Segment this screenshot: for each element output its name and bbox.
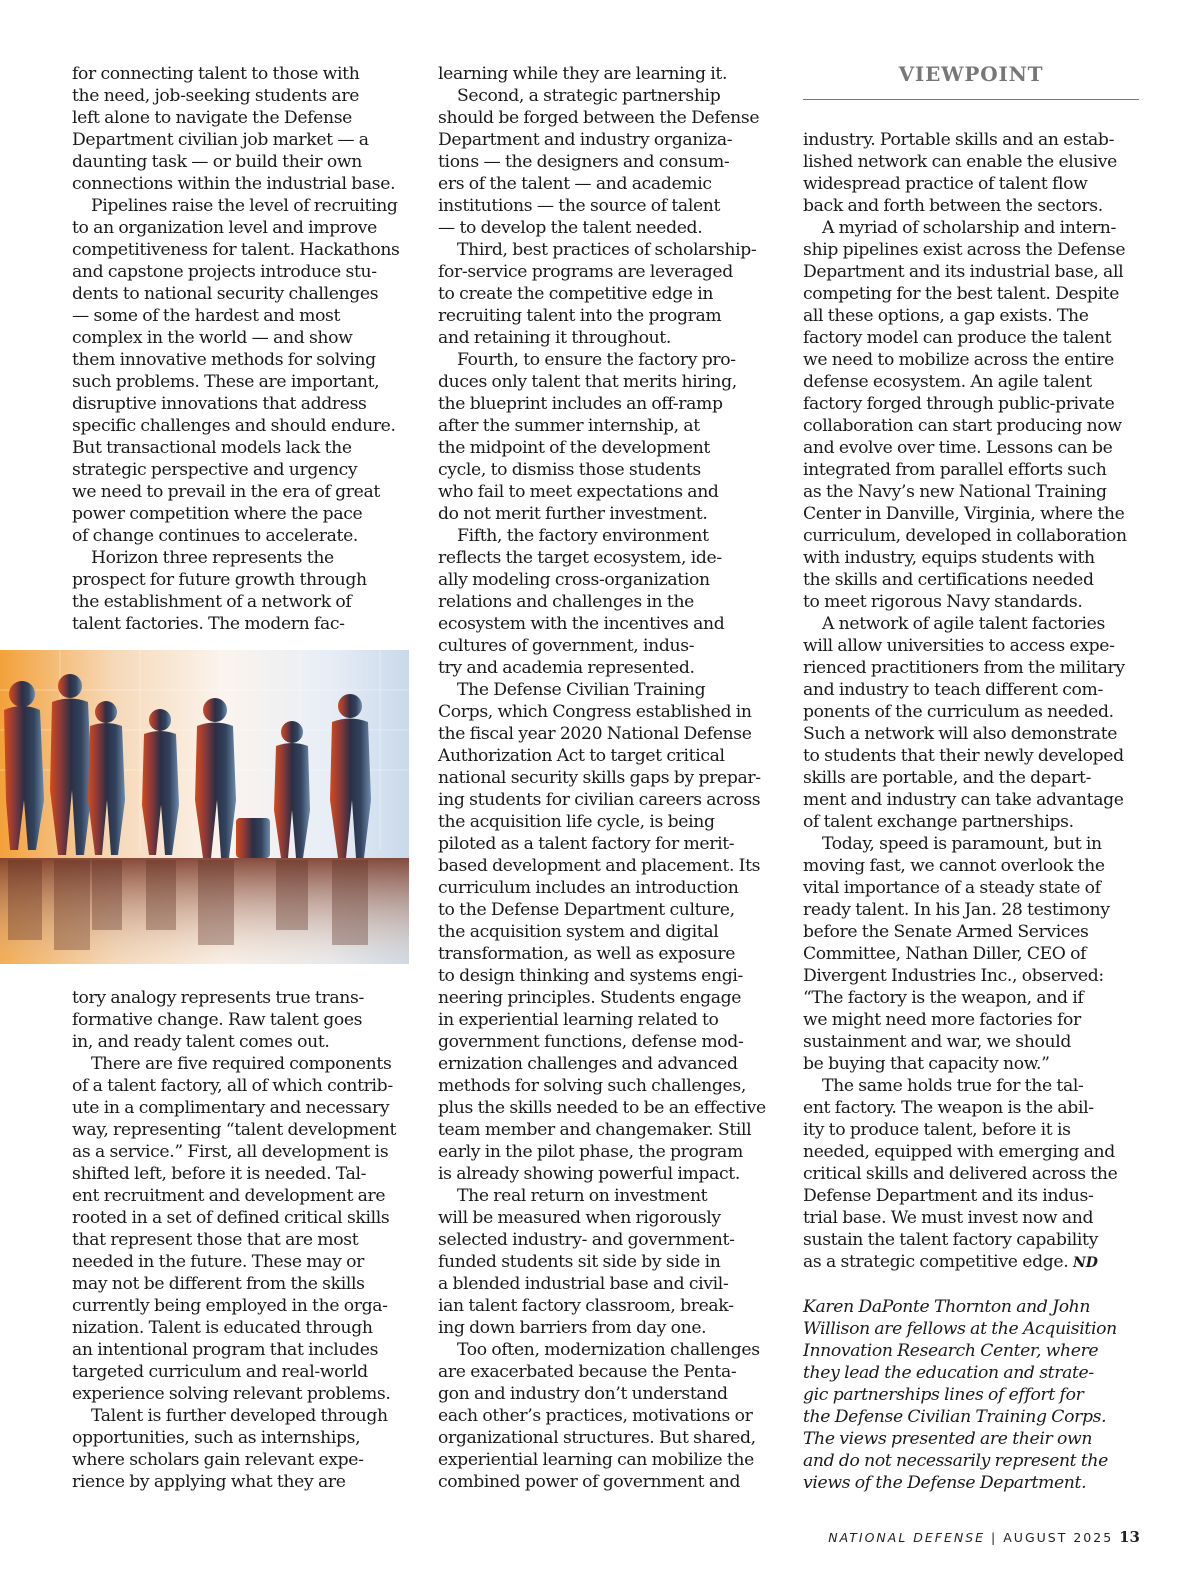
text-line: after the summer internship, at: [438, 416, 700, 436]
text-line: them innovative methods for solving: [72, 350, 376, 370]
text-line: Third, best practices of scholarship-: [457, 240, 757, 260]
text-line: we might need more factories for: [803, 1010, 1081, 1030]
text-line: of change continues to accelerate.: [72, 526, 359, 546]
text-line: power competition where the pace: [72, 504, 363, 524]
text-line: — some of the hardest and most: [72, 306, 341, 326]
section-header: [803, 62, 1139, 100]
text-line: to an organization level and improve: [72, 218, 377, 238]
text-line: Department and its industrial base, all: [803, 262, 1124, 282]
text-line: daunting task — or build their own: [72, 152, 362, 172]
bio-line: views of the Defense Department.: [803, 1473, 1087, 1493]
text-line: connections within the industrial base.: [72, 174, 396, 194]
text-line: in experiential learning related to: [438, 1010, 719, 1030]
text-line: targeted curriculum and real-world: [72, 1362, 368, 1382]
text-line: to students that their newly developed: [803, 746, 1124, 766]
text-line: of talent exchange partnerships.: [803, 812, 1074, 832]
text-line: combined power of government and: [438, 1472, 741, 1492]
text-line: for connecting talent to those with: [72, 64, 360, 84]
text-line: as the Navy’s new National Training: [803, 482, 1107, 502]
text-line: Center in Danville, Virginia, where the: [803, 504, 1125, 524]
text-line: Committee, Nathan Diller, CEO of: [803, 944, 1087, 964]
bio-line: they lead the education and strate-: [803, 1363, 1094, 1383]
text-line: ally modeling cross-organization: [438, 570, 710, 590]
text-line: gon and industry don’t understand: [438, 1384, 728, 1404]
text-line: ship pipelines exist across the Defense: [803, 240, 1126, 260]
text-line: ers of the talent — and academic: [438, 174, 712, 194]
text-line: curriculum includes an introduction: [438, 878, 739, 898]
text-line: learning while they are learning it.: [438, 64, 728, 84]
publication-name: NATIONAL DEFENSE: [828, 1530, 986, 1545]
text-line: ing down barriers from day one.: [438, 1318, 707, 1338]
text-line: institutions — the source of talent: [438, 196, 721, 216]
text-line: talent factories. The modern fac-: [72, 614, 345, 634]
text-line: neering principles. Students engage: [438, 988, 742, 1008]
text-line: who fail to meet expectations and: [438, 482, 719, 502]
text-line: sustain the talent factory capability: [803, 1230, 1098, 1250]
text-line: dents to national security challenges: [72, 284, 379, 304]
text-line: opportunities, such as internships,: [72, 1428, 361, 1448]
text-line: Second, a strategic partnership: [457, 86, 721, 106]
text-line: of a talent factory, all of which contrib-: [72, 1076, 393, 1096]
text-line: cycle, to dismiss those students: [438, 460, 701, 480]
issue-date: AUGUST 2025: [1003, 1530, 1114, 1545]
text-line: tions — the designers and consum-: [438, 152, 730, 172]
text-line: competitiveness for talent. Hackathons: [72, 240, 400, 260]
text-line: and industry to teach different com-: [803, 680, 1103, 700]
text-line: rooted in a set of defined critical skills: [72, 1208, 390, 1228]
text-line: with industry, equips students with: [803, 548, 1095, 568]
text-line: specific challenges and should endure.: [72, 416, 396, 436]
text-line: back and forth between the sectors.: [803, 196, 1103, 216]
text-line: team member and changemaker. Still: [438, 1120, 752, 1140]
text-line: the skills and certifications needed: [803, 570, 1094, 590]
text-line: The real return on investment: [457, 1186, 708, 1206]
text-line: experience solving relevant problems.: [72, 1384, 391, 1404]
text-line: an intentional program that includes: [72, 1340, 379, 1360]
text-line: critical skills and delivered across the: [803, 1164, 1118, 1184]
text-line: will allow universities to access expe-: [803, 636, 1115, 656]
bio-line: Willison are fellows at the Acquisition: [803, 1319, 1117, 1339]
text-line: the acquisition life cycle, is being: [438, 812, 715, 832]
text-line: should be forged between the Defense: [438, 108, 760, 128]
column-1-top: [72, 63, 417, 635]
text-line: collaboration can start producing now: [803, 416, 1122, 436]
text-line: industry. Portable skills and an estab-: [803, 130, 1115, 150]
text-line: defense ecosystem. An agile talent: [803, 372, 1092, 392]
text-line: and retaining it throughout.: [438, 328, 671, 348]
text-line: based development and placement. Its: [438, 856, 761, 876]
text-line: ity to produce talent, before it is: [803, 1120, 1071, 1140]
text-line: for-service programs are leveraged: [438, 262, 733, 282]
text-line: such problems. These are important,: [72, 372, 380, 392]
text-line: trial base. We must invest now and: [803, 1208, 1094, 1228]
page-number: 13: [1119, 1528, 1140, 1546]
text-line: Such a network will also demonstrate: [803, 724, 1118, 744]
text-line: rienced practitioners from the military: [803, 658, 1125, 678]
author-bio: [803, 1296, 1148, 1494]
text-line: disruptive innovations that address: [72, 394, 367, 414]
text-line: A network of agile talent factories: [822, 614, 1105, 634]
text-line: Department and industry organiza-: [438, 130, 733, 150]
text-line: the midpoint of the development: [438, 438, 710, 458]
text-line: be buying that capacity now.”: [803, 1054, 1050, 1074]
text-line: do not merit further investment.: [438, 504, 708, 524]
text-line: organizational structures. But shared,: [438, 1428, 756, 1448]
text-line: “The factory is the weapon, and if: [803, 988, 1084, 1008]
text-line: The Defense Civilian Training: [457, 680, 706, 700]
text-line: and evolve over time. Lessons can be: [803, 438, 1113, 458]
silhouette-people-photo: [0, 650, 409, 964]
bio-line: and do not necessarily represent the: [803, 1451, 1108, 1471]
text-line: will be measured when rigorously: [438, 1208, 721, 1228]
text-line: ernization challenges and advanced: [438, 1054, 738, 1074]
text-line: as a service.” First, all development is: [72, 1142, 389, 1162]
text-line: ing students for civilian careers across: [438, 790, 761, 810]
text-line: is already showing powerful impact.: [438, 1164, 740, 1184]
text-line: selected industry- and government-: [438, 1230, 735, 1250]
page-footer: [828, 1528, 1140, 1546]
column-1-bottom: [72, 987, 417, 1493]
text-line: needed, equipped with emerging and: [803, 1142, 1115, 1162]
text-line: may not be different from the skills: [72, 1274, 365, 1294]
text-line: ent recruitment and development are: [72, 1186, 386, 1206]
text-line: to design thinking and systems engi-: [438, 966, 743, 986]
text-line: ready talent. In his Jan. 28 testimony: [803, 900, 1110, 920]
text-line: duces only talent that merits hiring,: [438, 372, 737, 392]
text-line: government functions, defense mod-: [438, 1032, 744, 1052]
text-line: national security skills gaps by prepar-: [438, 768, 761, 788]
text-line: ent factory. The weapon is the abil-: [803, 1098, 1094, 1118]
text-line: lished network can enable the elusive: [803, 152, 1117, 172]
text-line: The same holds true for the tal-: [822, 1076, 1084, 1096]
text-line: relations and challenges in the: [438, 592, 694, 612]
footer-separator: |: [991, 1530, 998, 1545]
text-line: Department civilian job market — a: [72, 130, 369, 150]
text-line: There are five required components: [91, 1054, 392, 1074]
section-label: VIEWPOINT: [898, 62, 1044, 86]
text-line: funded students sit side by side in: [438, 1252, 721, 1272]
text-line: early in the pilot phase, the program: [438, 1142, 743, 1162]
text-line: tory analogy represents true trans-: [72, 988, 364, 1008]
text-line: experiential learning can mobilize the: [438, 1450, 754, 1470]
text-line: the blueprint includes an off-ramp: [438, 394, 723, 414]
text-line: But transactional models lack the: [72, 438, 352, 458]
text-line: currently being employed in the orga-: [72, 1296, 388, 1316]
text-line: and capstone projects introduce stu-: [72, 262, 377, 282]
text-line: ute in a complimentary and necessary: [72, 1098, 390, 1118]
text-line: before the Senate Armed Services: [803, 922, 1089, 942]
text-line: recruiting talent into the program: [438, 306, 722, 326]
text-line: needed in the future. These may or: [72, 1252, 364, 1272]
text-line: each other’s practices, motivations or: [438, 1406, 753, 1426]
text-line: reflects the target ecosystem, ide-: [438, 548, 722, 568]
text-line: transformation, as well as exposure: [438, 944, 736, 964]
text-line-content: as a strategic competitive edge.: [803, 1252, 1069, 1272]
text-line: to create the competitive edge in: [438, 284, 714, 304]
text-line: a blended industrial base and civil-: [438, 1274, 729, 1294]
text-line: try and academia represented.: [438, 658, 695, 678]
text-line: moving fast, we cannot overlook the: [803, 856, 1105, 876]
text-line: cultures of government, indus-: [438, 636, 695, 656]
text-line: strategic perspective and urgency: [72, 460, 358, 480]
text-line: Authorization Act to target critical: [438, 746, 725, 766]
text-line: methods for solving such challenges,: [438, 1076, 746, 1096]
text-line: formative change. Raw talent goes: [72, 1010, 363, 1030]
bio-line: The views presented are their own: [803, 1429, 1093, 1449]
text-line: Corps, which Congress established in: [438, 702, 752, 722]
text-line: that represent those that are most: [72, 1230, 359, 1250]
text-line: all these options, a gap exists. The: [803, 306, 1089, 326]
column-2: [438, 63, 783, 1493]
text-line: where scholars gain relevant expe-: [72, 1450, 364, 1470]
text-line: Fifth, the factory environment: [457, 526, 709, 546]
text-line: factory forged through public-private: [803, 394, 1115, 414]
text-line: widespread practice of talent flow: [803, 174, 1088, 194]
text-line: we need to mobilize across the entire: [803, 350, 1115, 370]
bio-line: Innovation Research Center, where: [803, 1341, 1099, 1361]
text-line: integrated from parallel efforts such: [803, 460, 1107, 480]
text-line: piloted as a talent factory for merit-: [438, 834, 735, 854]
text-line: we need to prevail in the era of great: [72, 482, 380, 502]
text-line: are exacerbated because the Penta-: [438, 1362, 737, 1382]
text-line: in, and ready talent comes out.: [72, 1032, 330, 1052]
end-mark: ND: [1072, 1255, 1098, 1271]
text-line: Pipelines raise the level of recruiting: [91, 196, 398, 216]
text-line: the acquisition system and digital: [438, 922, 719, 942]
bio-line: the Defense Civilian Training Corps.: [803, 1407, 1107, 1427]
text-line: Divergent Industries Inc., observed:: [803, 966, 1104, 986]
text-line: ponents of the curriculum as needed.: [803, 702, 1114, 722]
text-line: left alone to navigate the Defense: [72, 108, 352, 128]
text-line: ecosystem with the incentives and: [438, 614, 725, 634]
text-line: the fiscal year 2020 National Defense: [438, 724, 752, 744]
text-line: way, representing “talent development: [72, 1120, 397, 1140]
text-line: Today, speed is paramount, but in: [822, 834, 1102, 854]
text-line: prospect for future growth through: [72, 570, 367, 590]
text-line: plus the skills needed to be an effective: [438, 1098, 766, 1118]
text-line: vital importance of a steady state of: [803, 878, 1101, 898]
text-line: curriculum, developed in collaboration: [803, 526, 1127, 546]
bio-line: Karen DaPonte Thornton and John: [803, 1297, 1091, 1317]
column-3: [803, 129, 1148, 1494]
text-line: to meet rigorous Navy standards.: [803, 592, 1083, 612]
text-line: Defense Department and its indus-: [803, 1186, 1094, 1206]
text-line: Talent is further developed through: [91, 1406, 388, 1426]
text-line: sustainment and war, we should: [803, 1032, 1071, 1052]
text-line: ment and industry can take advantage: [803, 790, 1124, 810]
text-line: complex in the world — and show: [72, 328, 353, 348]
text-line: ian talent factory classroom, break-: [438, 1296, 734, 1316]
text-line: Too often, modernization challenges: [457, 1340, 760, 1360]
text-line: [803, 1251, 1148, 1274]
text-line: A myriad of scholarship and intern-: [822, 218, 1116, 238]
text-line: Fourth, to ensure the factory pro-: [457, 350, 736, 370]
text-line: factory model can produce the talent: [803, 328, 1112, 348]
bio-line: gic partnerships lines of effort for: [803, 1385, 1084, 1405]
text-line: skills are portable, and the depart-: [803, 768, 1092, 788]
text-line: Horizon three represents the: [91, 548, 334, 568]
text-line: to the Defense Department culture,: [438, 900, 735, 920]
text-line: the need, job-seeking students are: [72, 86, 360, 106]
text-line: shifted left, before it is needed. Tal-: [72, 1164, 367, 1184]
text-line: the establishment of a network of: [72, 592, 352, 612]
bio-spacer: [803, 1274, 1148, 1296]
text-line: rience by applying what they are: [72, 1472, 346, 1492]
text-line: — to develop the talent needed.: [438, 218, 703, 238]
text-line: nization. Talent is educated through: [72, 1318, 373, 1338]
text-line: competing for the best talent. Despite: [803, 284, 1120, 304]
